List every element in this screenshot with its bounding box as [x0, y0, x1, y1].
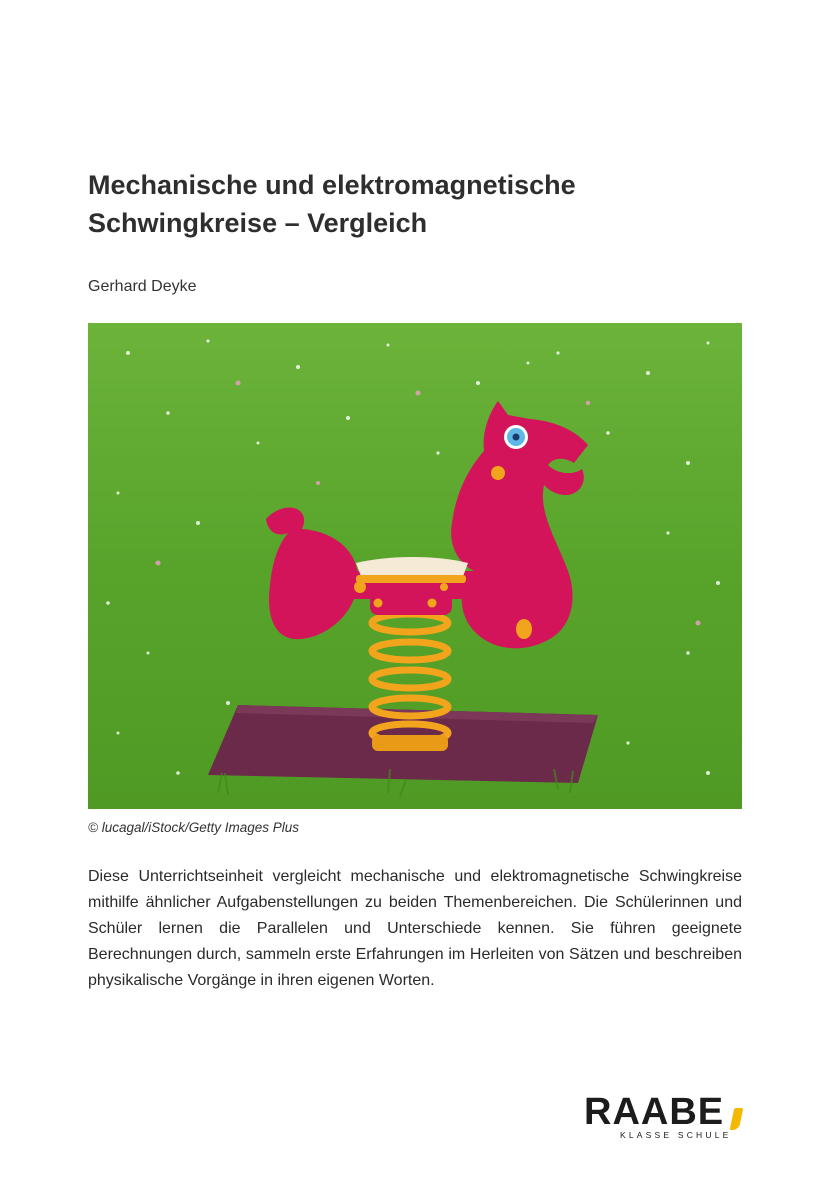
raabe-logo [584, 1092, 748, 1142]
description-paragraph: Diese Unterrichtseinheit vergleicht mechanische und elektromagnetische Schwingkreise mithilfe ähnlicher Aufgabenstellungen zu beiden Themenbereichen. Die Schülerinnen und Schüler lernen die Parallelen und Unterschiede kennen. Sie führen geeignete Berechnungen durch, sammeln erste Erfahrungen im Herleiten von Sätzen und beschreiben physikalische Vorgänge in ihren eigenen Worten. [88, 868, 742, 989]
logo-comma-icon [730, 1108, 744, 1130]
author-name: Gerhard Deyke [88, 278, 197, 295]
cover-photo [88, 323, 742, 809]
logo-wordmark: RAABE [584, 1091, 725, 1133]
page-title [88, 166, 768, 242]
title-line-2: Schwingkreise – Vergleich [88, 208, 428, 238]
photo-credit: © lucagal/iStock/Getty Images Plus [88, 820, 300, 835]
logo-tagline: KLASSE SCHULE [620, 1130, 732, 1140]
title-line-1: Mechanische und elektromagnetische [88, 170, 576, 200]
